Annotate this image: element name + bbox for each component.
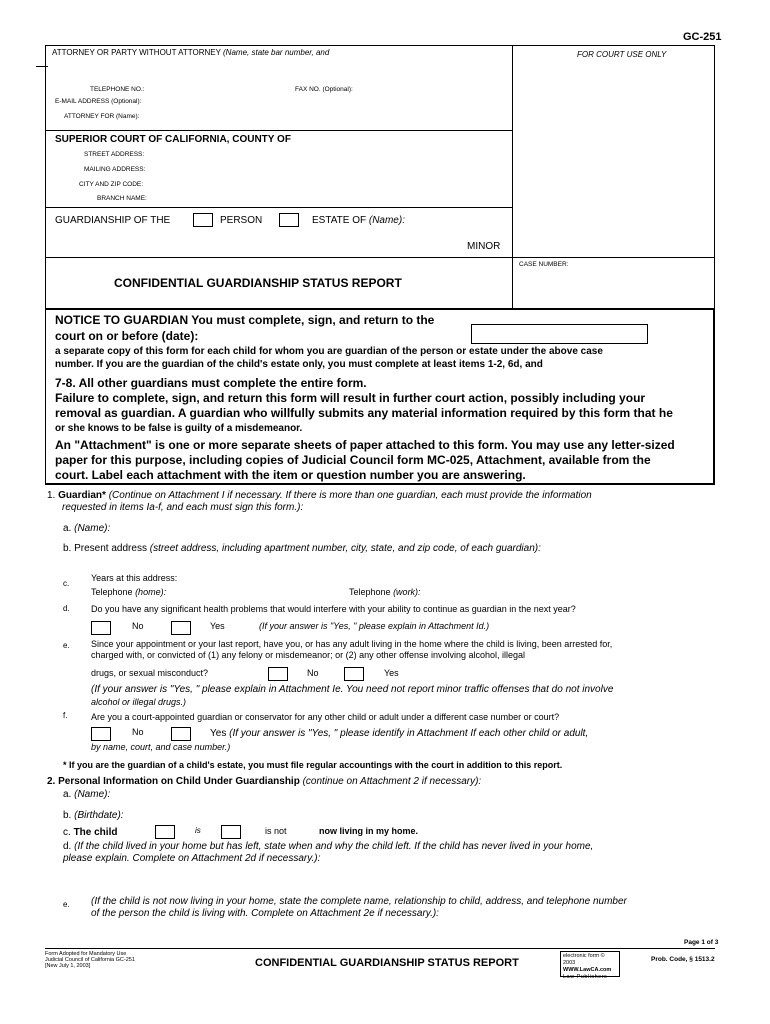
item1-heading: 1. Guardian* (Continue on Attachment I if necessary. If there is more than one guardian, each must provide the information (47, 490, 592, 501)
notice-line-4: number. If you are the guardian of the child's estate only, you must complete at least items 1-2, 6d, and (55, 359, 543, 370)
item1e-hint-1: (If your answer is "Yes, " please explain in Attachment Ie. You need not report minor traffic offenses that do not involve (91, 684, 614, 695)
footer-adopted: Form Adopted for Mandatory Use Judicial Council of California GC-251 [New July 1, 2003] (45, 951, 135, 969)
item2e-hint-2: of the person the child is living with. Complete on Attachment 2e if necessary.): (91, 908, 439, 919)
item1-hint-2: requested in items Ia-f, and each must sign this form.): (62, 502, 304, 513)
item2a-label: a. (Name): (63, 789, 111, 800)
item1-footnote: * If you are the guardian of a child's estate, you must file regular accountings with the court in addition to this report. (63, 760, 563, 770)
efile-badge: electronic form © 2003 WWW.LawCA.com Law Publishers (560, 951, 620, 977)
court-use-label: FOR COURT USE ONLY (577, 50, 667, 59)
branch-name-label: BRANCH NAME: (97, 195, 147, 202)
item1d-yes-checkbox[interactable] (171, 621, 191, 635)
item1f-no-label: No (132, 727, 144, 737)
item2e-letter: e. (63, 900, 70, 909)
notice-line-5: 7-8. All other guardians must complete the entire form. (55, 376, 367, 390)
item1f-yes-label: Yes (If your answer is "Yes, " please identify in Attachment If each other child or adult, (210, 728, 589, 739)
notice-line-10: paper for this purpose, including copies of Judicial Council form MC-025, Attachment, available from the (55, 453, 651, 467)
court-title: SUPERIOR COURT OF CALIFORNIA, COUNTY OF (55, 134, 291, 145)
item2c-label: c. The child (63, 827, 118, 838)
minor-label: MINOR (467, 241, 501, 252)
footer-rule (45, 948, 715, 949)
telephone-label: TELEPHONE NO.: (90, 86, 145, 93)
item1d-hint: (If your answer is "Yes, " please explain in Attachment Id.) (259, 621, 490, 631)
item2c-tail: now living in my home. (319, 826, 419, 836)
notice-line-6: Failure to complete, sign, and return this form will result in further court action, possibly including your (55, 391, 646, 405)
person-checkbox[interactable] (193, 213, 213, 227)
item1d-yes-label: Yes (210, 621, 225, 631)
item1e-question-1: Since your appointment or your last report, have you, or has any adult living in the home where the child is living, been arrested for, (91, 639, 613, 649)
item2d-hint-2: please explain. Complete on Attachment 2d if necessary.): (63, 853, 321, 864)
notice-line-7: removal as guardian. A guardian who willfully submits any material information required by this form that he (55, 406, 673, 420)
notice-line-1: NOTICE TO GUARDIAN You must complete, sign, and return to the (55, 313, 435, 327)
street-address-label: STREET ADDRESS: (84, 151, 145, 158)
item1f-no-checkbox[interactable] (91, 727, 111, 741)
item1e-letter: e. (63, 641, 70, 650)
person-label: PERSON (220, 215, 263, 226)
item1e-hint-2: alcohol or illegal drugs.) (91, 697, 187, 707)
item1c-home-phone-label: Telephone (home): (91, 587, 167, 597)
item1e-no-checkbox[interactable] (268, 667, 288, 681)
item1e-question-3: drugs, or sexual misconduct? (91, 668, 209, 678)
item1e-no-label: No (307, 668, 319, 678)
item1f-hint-2: by name, court, and case number.) (91, 742, 231, 752)
item1d-no-checkbox[interactable] (91, 621, 111, 635)
item2e-hint-1: (If the child is not now living in your home, state the complete name, relationship to child, address, and telephone number (91, 896, 627, 907)
item2-heading: 2. Personal Information on Child Under Guardianship (continue on Attachment 2 if necessary): (47, 776, 482, 787)
item1f-question: Are you a court-appointed guardian or conservator for any other child or adult under a different case number or court? (91, 712, 560, 722)
caption-divider (512, 45, 513, 309)
item2c-is-not-label: is not (265, 826, 287, 836)
form-number: GC-251 (683, 31, 722, 43)
mailing-address-label: MAILING ADDRESS: (84, 166, 146, 173)
item1e-yes-checkbox[interactable] (344, 667, 364, 681)
notice-line-8: or she knows to be false is guilty of a misdemeanor. (55, 423, 303, 434)
item2c-is-label: is (195, 826, 201, 835)
form-title: CONFIDENTIAL GUARDIANSHIP STATUS REPORT (114, 276, 402, 290)
fax-label: FAX NO. (Optional): (295, 86, 353, 93)
page-number: Page 1 of 3 (684, 939, 719, 946)
item1c-letter: c. (63, 579, 70, 588)
city-zip-label: CITY AND ZIP CODE: (79, 181, 144, 188)
footer-code: Prob. Code, § 1513.2 (651, 956, 715, 963)
notice-line-3: a separate copy of this form for each child for whom you are guardian of the person or estate under the above case (55, 346, 603, 357)
guardianship-of-label: GUARDIANSHIP OF THE (55, 215, 171, 226)
item1d-letter: d. (63, 604, 70, 613)
item1c-work-phone-label: Telephone (work): (349, 587, 421, 597)
email-label: E-MAIL ADDRESS (Optional): (55, 98, 142, 105)
item1e-question-2: charged with, or convicted of (1) any felony or misdemeanor; or (2) any other offense involving alcohol, illegal (91, 650, 526, 660)
item2b-label: b. (Birthdate): (63, 810, 124, 821)
caption-frame (45, 45, 715, 309)
notice-line-11: court. Label each attachment with the item or question number you are answering. (55, 468, 526, 482)
estate-checkbox[interactable] (279, 213, 299, 227)
item1a-label: a. (Name): (63, 523, 111, 534)
footer-title: CONFIDENTIAL GUARDIANSHIP STATUS REPORT (255, 957, 519, 969)
item2c-is-checkbox[interactable] (155, 825, 175, 839)
case-number-label: CASE NUMBER: (519, 261, 569, 268)
item1c-years-label: Years at this address: (91, 573, 178, 583)
due-date-field[interactable] (471, 324, 648, 344)
notice-line-9: An "Attachment" is one or more separate sheets of paper attached to this form. You may use any letter-sized (55, 438, 675, 452)
item1b-label: b. Present address (street address, including apartment number, city, state, and zip code, of each guardian): (63, 543, 541, 554)
attorney-for-label: ATTORNEY FOR (Name): (64, 113, 140, 120)
item1d-question: Do you have any significant health problems that would interfere with your ability to continue as guardian in the next year? (91, 604, 576, 614)
item1f-letter: f. (63, 711, 68, 720)
item2d-label: d. (If the child lived in your home but has left, state when and why the child left. If the child has never lived in your home, (63, 841, 594, 852)
attorney-label: ATTORNEY OR PARTY WITHOUT ATTORNEY (Name, state bar number, and (52, 48, 330, 57)
item1d-no-label: No (132, 621, 144, 631)
notice-line-2: court on or before (date): (55, 329, 199, 343)
estate-of-label: ESTATE OF (Name): (312, 215, 405, 226)
item1f-yes-checkbox[interactable] (171, 727, 191, 741)
item1e-yes-label: Yes (384, 668, 399, 678)
item2c-is-not-checkbox[interactable] (221, 825, 241, 839)
